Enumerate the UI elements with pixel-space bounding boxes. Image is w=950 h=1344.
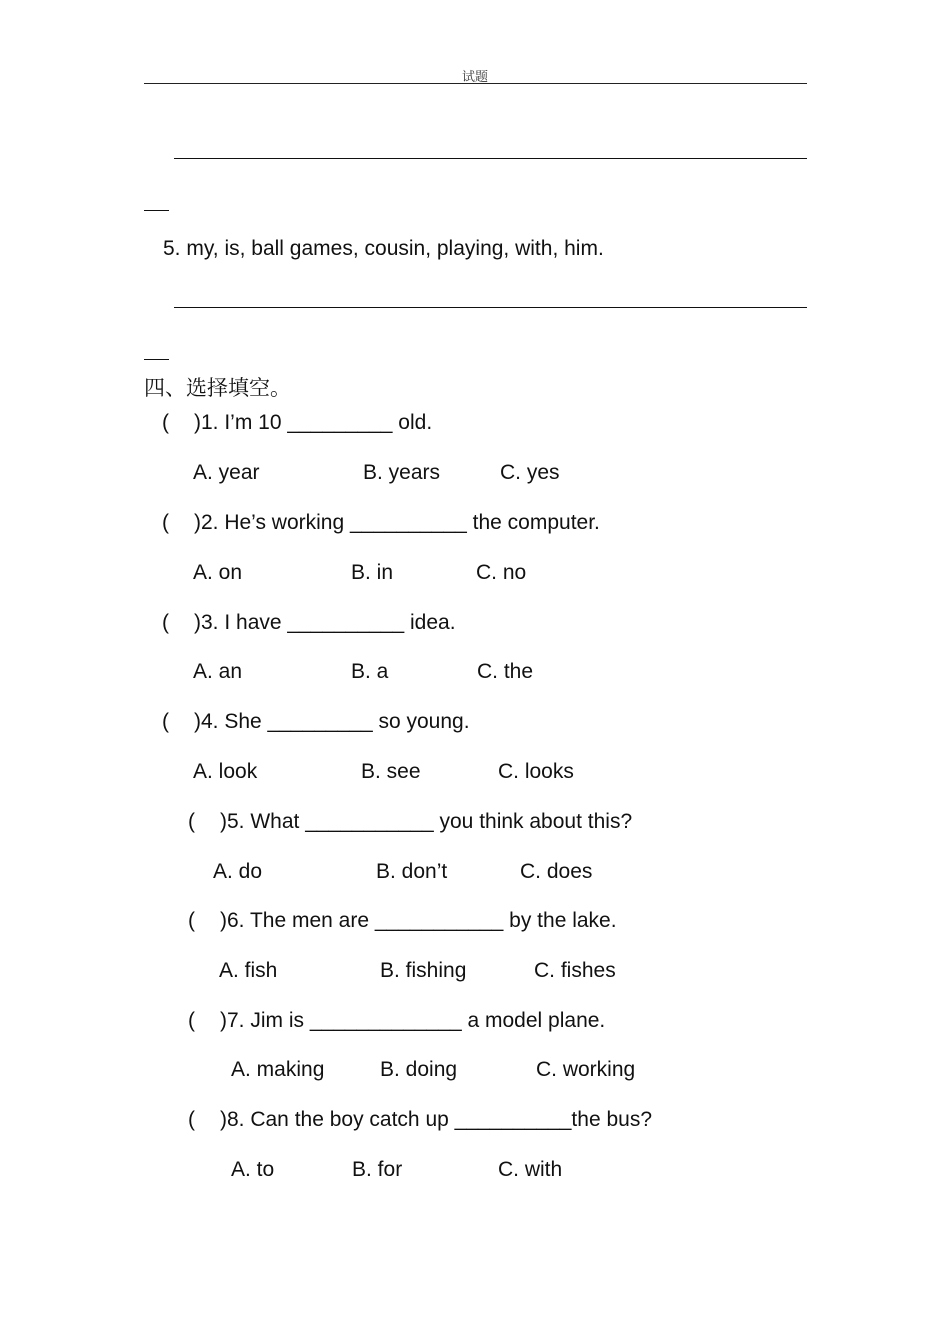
option-b: B. for bbox=[352, 1158, 403, 1181]
section-title: 四、选择填空。 bbox=[144, 376, 291, 400]
option-b: B. don’t bbox=[376, 860, 448, 883]
option-a: A. making bbox=[231, 1058, 325, 1081]
option-c: C. the bbox=[477, 660, 534, 683]
option-c: C. fishes bbox=[534, 959, 616, 982]
header-rule bbox=[144, 83, 807, 84]
option-c: C. working bbox=[536, 1058, 636, 1081]
reorder-item-5: 5. my, is, ball games, cousin, playing, with, him. bbox=[163, 237, 604, 260]
option-a: A. look bbox=[193, 760, 258, 783]
option-b: B. fishing bbox=[380, 959, 467, 982]
question-2: )2. He’s working __________ the computer. bbox=[194, 511, 600, 534]
option-c: C. yes bbox=[500, 461, 560, 484]
answer-paren[interactable]: ( bbox=[162, 611, 169, 634]
answer-line[interactable] bbox=[174, 307, 807, 308]
option-a: A. on bbox=[193, 561, 243, 584]
answer-paren[interactable]: ( bbox=[188, 1009, 195, 1032]
option-b: B. doing bbox=[380, 1058, 458, 1081]
option-c: C. looks bbox=[498, 760, 574, 783]
option-a: A. to bbox=[231, 1158, 275, 1181]
option-a: A. fish bbox=[219, 959, 278, 982]
answer-paren[interactable]: ( bbox=[162, 511, 169, 534]
option-b: B. see bbox=[361, 760, 421, 783]
answer-paren[interactable]: ( bbox=[162, 710, 169, 733]
option-b: B. in bbox=[351, 561, 394, 584]
option-c: C. does bbox=[520, 860, 593, 883]
option-a: A. year bbox=[193, 461, 260, 484]
option-a: A. an bbox=[193, 660, 243, 683]
option-a: A. do bbox=[213, 860, 263, 883]
question-3: )3. I have __________ idea. bbox=[194, 611, 456, 634]
option-b: B. years bbox=[363, 461, 441, 484]
option-c: C. no bbox=[476, 561, 527, 584]
question-7: )7. Jim is _____________ a model plane. bbox=[220, 1009, 606, 1032]
question-4: )4. She _________ so young. bbox=[194, 710, 470, 733]
page-header-title: 试题 bbox=[461, 70, 488, 85]
option-c: C. with bbox=[498, 1158, 563, 1181]
option-b: B. a bbox=[351, 660, 389, 683]
question-6: )6. The men are ___________ by the lake. bbox=[220, 909, 617, 932]
answer-paren[interactable]: ( bbox=[188, 1108, 195, 1131]
answer-paren[interactable]: ( bbox=[188, 909, 195, 932]
question-5: )5. What ___________ you think about this? bbox=[220, 810, 633, 833]
answer-line[interactable] bbox=[174, 158, 807, 159]
answer-paren[interactable]: ( bbox=[188, 810, 195, 833]
answer-line-continuation bbox=[144, 359, 169, 360]
answer-line-continuation bbox=[144, 210, 169, 211]
question-8: )8. Can the boy catch up __________the bus? bbox=[220, 1108, 652, 1131]
answer-paren[interactable]: ( bbox=[162, 411, 169, 434]
question-1: )1. I’m 10 _________ old. bbox=[194, 411, 433, 434]
